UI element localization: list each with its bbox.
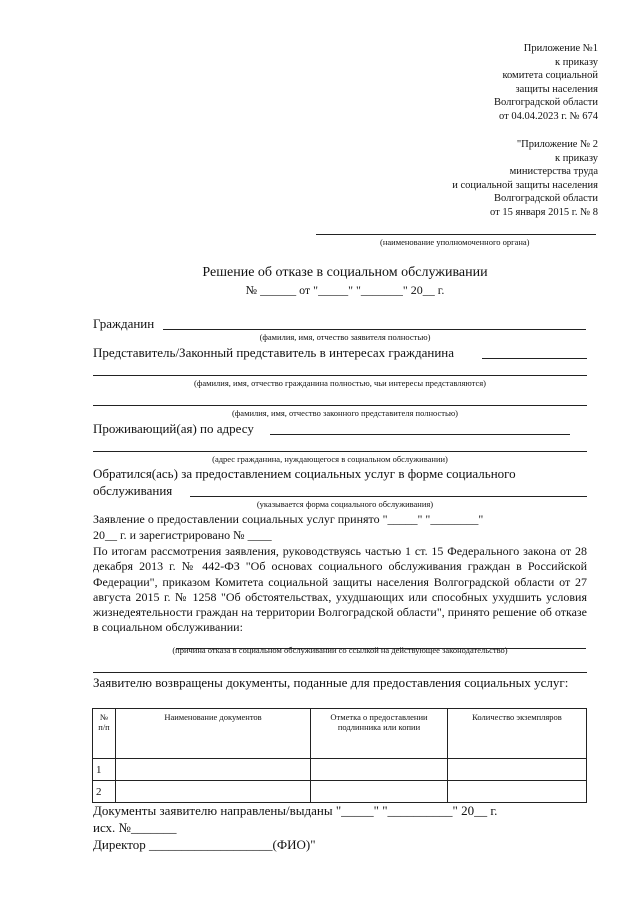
organ-name-line[interactable] — [316, 234, 596, 235]
appendix-2-line: к приказу — [555, 152, 598, 164]
legal-representative-field[interactable] — [93, 405, 587, 406]
citizen-label: Гражданин — [93, 316, 155, 331]
reason-field-2[interactable] — [93, 672, 587, 673]
reason-caption: (причина отказа в социальном обслуживании со ссылкой на действующее законодательство) — [172, 645, 508, 655]
appendix-2-line: Волгоградской области — [493, 193, 598, 205]
decision-text: По итогам рассмотрения заявления, руководствуясь частью 1 ст. 15 Федерального закона от 28 декабря 2013 г. № 442-ФЗ "Об основах социального обслуживания граждан в Российской Федерации", приказом Комитета социальной защиты населения Волгоградской области от 27 августа 2015 г. № 1258 "Об обстоятельствах, ухудшающих или способных ухудшить условия жизнедеятельности граждан на территории Волгоградской области", принято решение об отказе в социальном обслуживании: — [93, 544, 587, 635]
document-title: Решение об отказе в социальном обслуживании — [202, 265, 488, 280]
row-doc-mark[interactable] — [311, 759, 448, 781]
address-field-2[interactable] — [93, 451, 587, 452]
documents-table — [92, 708, 587, 803]
appendix-1-line: к приказу — [555, 56, 598, 68]
represented-citizen-field[interactable] — [93, 375, 587, 376]
table-header-row — [93, 709, 587, 759]
representative-label: Представитель/Законный представитель в интересах гражданина — [93, 345, 455, 360]
row-number: 1 — [93, 759, 116, 781]
appendix-1-block — [494, 42, 598, 124]
representative-field[interactable] — [482, 358, 587, 359]
citizen-name-field[interactable] — [163, 329, 586, 330]
row-number: 2 — [93, 781, 116, 803]
row-doc-name[interactable] — [116, 759, 311, 781]
table-row — [93, 759, 587, 781]
accepted-line-2: 20__ г. и зарегистрировано № ____ — [93, 528, 272, 542]
row-doc-qty[interactable] — [448, 781, 587, 803]
col-number-header: № п/п — [93, 709, 116, 759]
legal-rep-caption: (фамилия, имя, отчество законного представителя полностью) — [231, 408, 459, 418]
row-doc-mark[interactable] — [311, 781, 448, 803]
sent-line-2: исх. №_______ — [93, 820, 177, 835]
col-qty-header: Количество экземпляров — [448, 709, 587, 759]
accepted-line-1: Заявление о предоставлении социальных услуг принято "_____" "________" — [93, 512, 484, 526]
citizen-full-caption: (фамилия, имя, отчество гражданина полностью, чьи интересы представляются) — [194, 378, 486, 388]
applied-text-2: обслуживания — [93, 483, 173, 498]
organ-caption: (наименование уполномоченного органа) — [380, 237, 530, 247]
appendix-1-line: защиты населения — [515, 83, 598, 95]
citizen-caption: (фамилия, имя, отчество заявителя полностью) — [259, 332, 431, 342]
applied-text-1: Обратился(ась) за предоставлением социальных услуг в форме социального — [93, 466, 516, 481]
service-form-field[interactable] — [190, 496, 587, 497]
sent-line-1: Документы заявителю направлены/выданы "_____" "__________" 20__ г. — [93, 803, 498, 818]
col-mark-header: Отметка о предоставлении подлинника или копии — [311, 709, 448, 759]
document-number-line: № ______ от "_____" "_______" 20__ г. — [245, 283, 445, 297]
table-row — [93, 781, 587, 803]
appendix-1-line: Волгоградской области — [493, 97, 598, 109]
appendix-1-line: от 04.04.2023 г. № 674 — [499, 110, 598, 122]
row-doc-name[interactable] — [116, 781, 311, 803]
appendix-2-line: министерства труда — [509, 166, 598, 178]
appendix-2-block — [452, 138, 598, 220]
row-doc-qty[interactable] — [448, 759, 587, 781]
appendix-2-line: от 15 января 2015 г. № 8 — [490, 206, 598, 218]
appendix-1-line: комитета социальной — [502, 70, 598, 82]
returned-text: Заявителю возвращены документы, поданные для предоставления социальных услуг: — [93, 675, 569, 690]
appendix-1-line: Приложение №1 — [523, 43, 598, 54]
address-field-1[interactable] — [270, 434, 570, 435]
address-caption: (адрес гражданина, нуждающегося в социальном обслуживании) — [212, 454, 448, 464]
col-name-header: Наименование документов — [116, 709, 311, 759]
appendix-2-line: "Приложение № 2 — [516, 139, 598, 150]
form-caption: (указывается форма социального обслуживания) — [256, 499, 434, 509]
appendix-2-line: и социальной защиты населения — [452, 179, 598, 191]
director-line: Директор ___________________(ФИО)" — [93, 837, 316, 852]
address-label: Проживающий(ая) по адресу — [93, 421, 254, 436]
